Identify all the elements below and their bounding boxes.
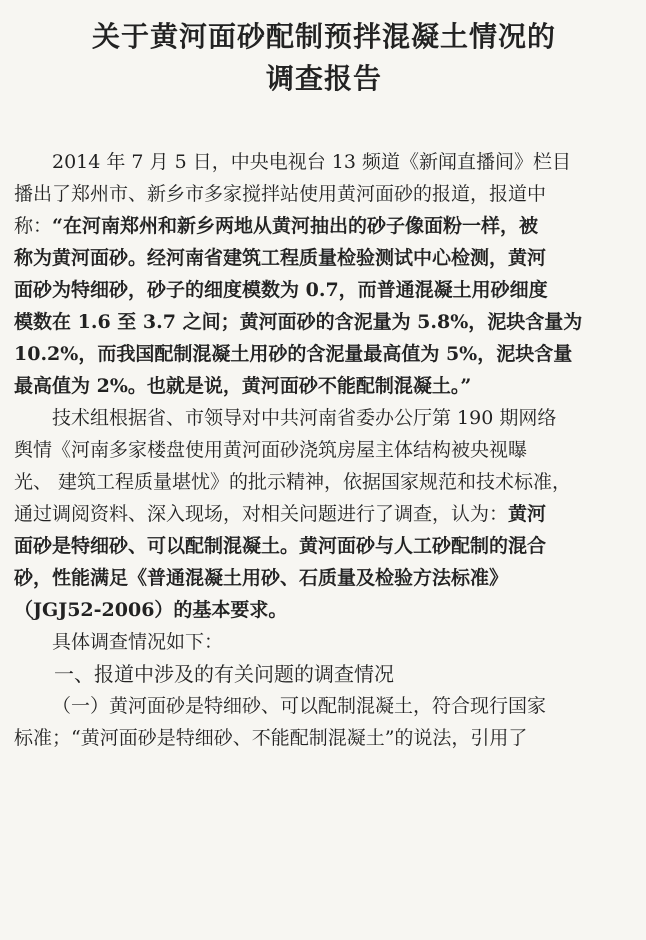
conclusion-text-line: 砂，性能满足《普通混凝土用砂、石质量及检验方法标准》 [14, 567, 509, 589]
document-title [14, 0, 634, 98]
text-segment: 通过调阅资料、深入现场，对相关问题进行了调查，认为： [14, 503, 509, 525]
quoted-text: “在河南郑州和新乡两地从黄河抽出的砂子像面粉一样，被 [52, 215, 538, 237]
quoted-text-line: 面砂为特细砂，砂子的细度模数为 0.7，而普通混凝土用砂细度 [14, 279, 548, 301]
quoted-text-line: 称为黄河面砂。经河南省建筑工程质量检验测试中心检测，黄河 [14, 247, 547, 269]
text-line: 舆情《河南多家楼盘使用黄河面砂浇筑房屋主体结构被央视曝 [14, 439, 528, 461]
conclusion-text: 黄河 [508, 503, 547, 525]
quoted-text-line: 模数在 1.6 至 3.7 之间；黄河面砂的含泥量为 5.8%，泥块含量为 [14, 311, 583, 333]
paragraph-finding-1 [14, 690, 632, 754]
section-heading-1: 一、报道中涉及的有关问题的调查情况 [54, 662, 394, 686]
text-line: （一）黄河面砂是特细砂、可以配制混凝土，符合现行国家 [52, 695, 547, 717]
document-body [14, 146, 632, 754]
text-line: 光、 建筑工程质量堪忧》的批示精神，依据国家规范和技术标准， [14, 471, 572, 493]
paragraph-broadcast-report [14, 146, 632, 402]
text-segment: 称： [14, 215, 53, 237]
title-line-1: 关于黄河面砂配制预拌混凝土情况的 [91, 20, 556, 53]
paragraph-investigation-basis [14, 402, 632, 626]
text-line: 标准；“黄河面砂是特细砂、不能配制混凝土”的说法，引用了 [14, 727, 528, 749]
text-line [14, 498, 632, 530]
text-line [14, 210, 632, 242]
text-line: 2014 年 7 月 5 日，中央电视台 13 频道《新闻直播间》栏目 [52, 151, 571, 173]
text-line: 技术组根据省、市领导对中共河南省委办公厅第 190 期网络 [52, 407, 557, 429]
paragraph-details-intro: 具体调查情况如下： [52, 631, 224, 653]
text-line: 播出了郑州市、新乡市多家搅拌站使用黄河面砂的报道，报道中 [14, 183, 547, 205]
quoted-text-line: 最高值为 2%。也就是说，黄河面砂不能配制混凝土。” [14, 375, 472, 397]
conclusion-text-line: （JGJ52-2006）的基本要求。 [14, 599, 288, 621]
conclusion-text-line: 面砂是特细砂、可以配制混凝土。黄河面砂与人工砂配制的混合 [14, 535, 547, 557]
title-line-2: 调查报告 [265, 62, 382, 95]
quoted-text-line: 10.2%，而我国配制混凝土用砂的含泥量最高值为 5%，泥块含量 [14, 343, 573, 365]
